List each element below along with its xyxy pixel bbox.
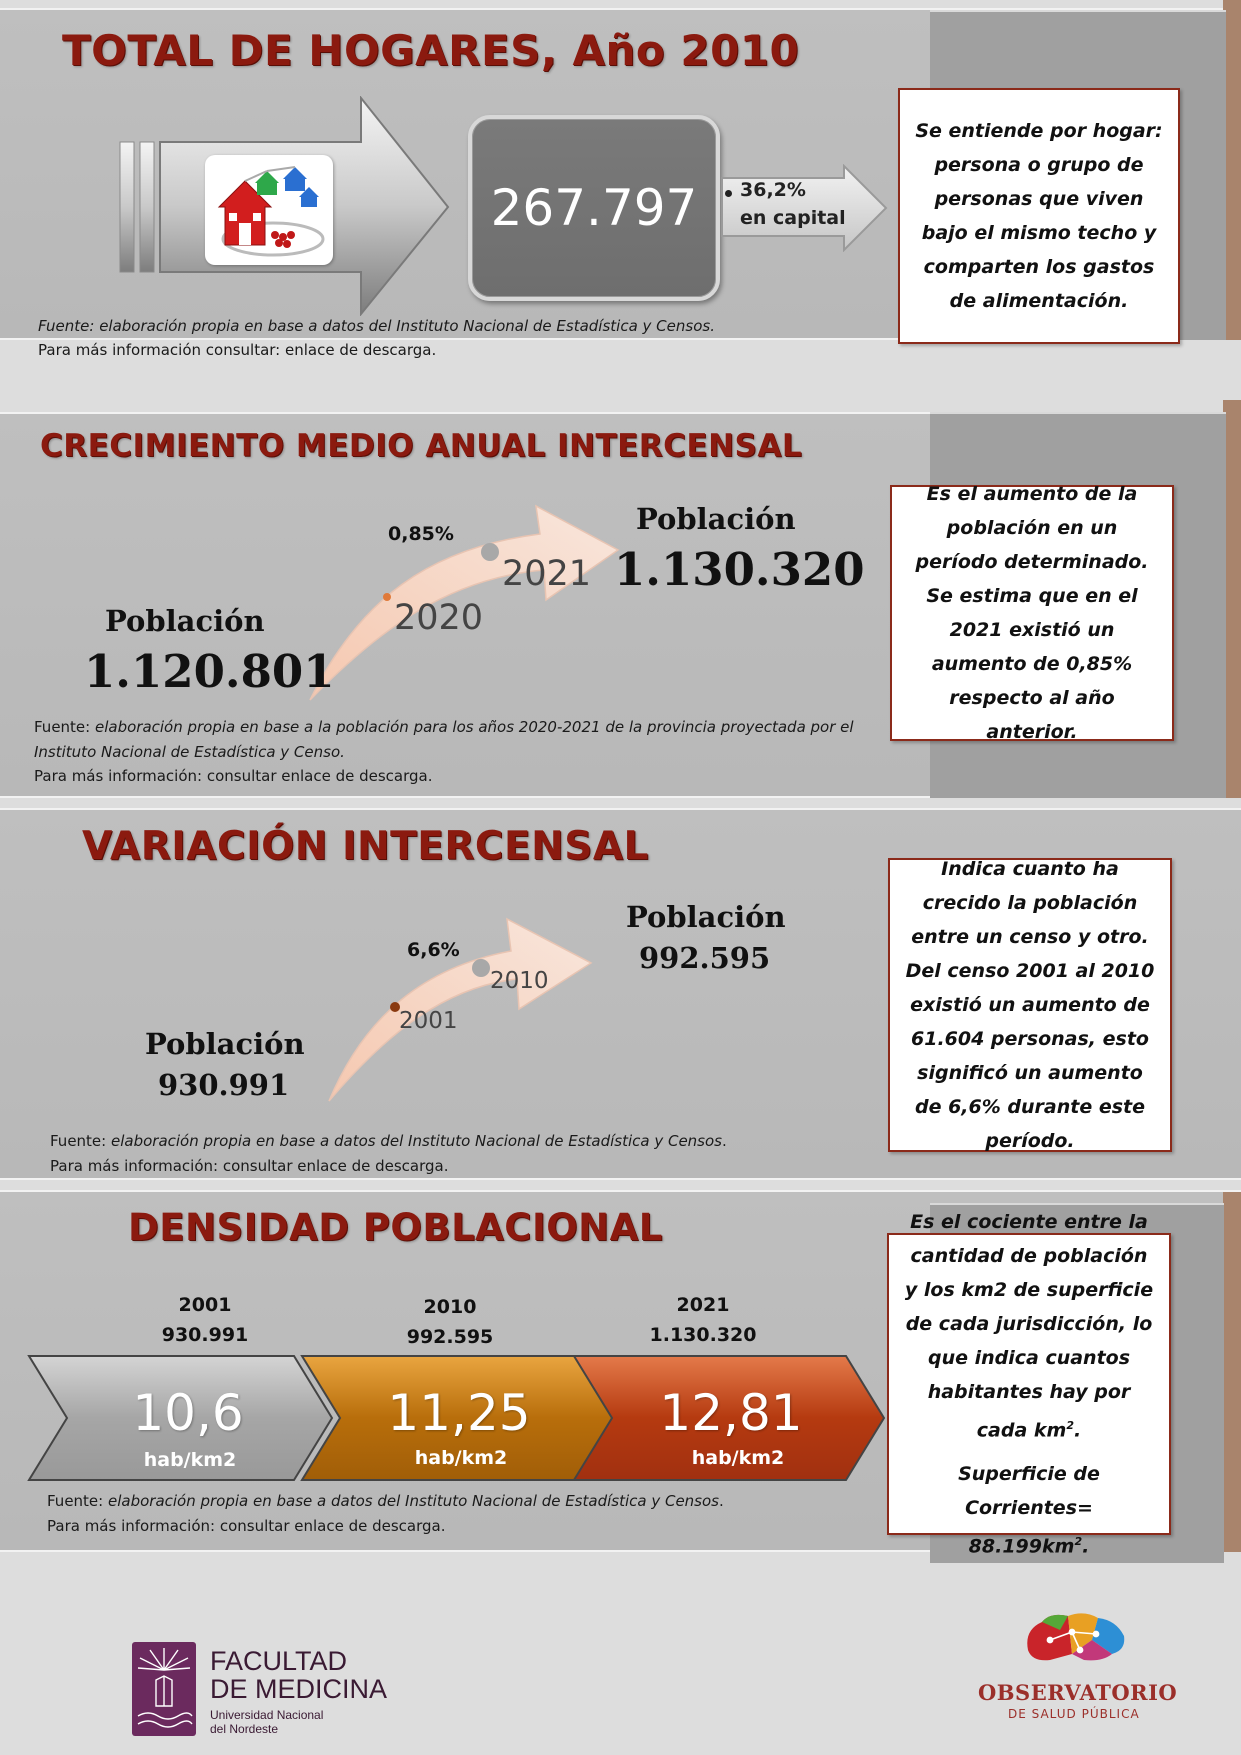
capital-label: en capital bbox=[740, 207, 846, 229]
density-year-header bbox=[105, 1290, 305, 1350]
houses-network-icon bbox=[205, 155, 333, 265]
faculty-crest-icon bbox=[130, 1640, 198, 1738]
source-suffix: . bbox=[719, 1492, 724, 1510]
source-suffix: . bbox=[722, 1132, 727, 1150]
density-year-header bbox=[350, 1292, 550, 1352]
observatorio-name: OBSERVATORIO bbox=[978, 1680, 1178, 1705]
definition-box bbox=[887, 1210, 1171, 1558]
total-hogares-value: 267.797 bbox=[490, 179, 698, 237]
source-prefix: Fuente: bbox=[47, 1492, 108, 1510]
more-info-link[interactable]: Para más información: consultar enlace de descarga. bbox=[34, 767, 433, 785]
more-info-link[interactable]: Para más información: consultar enlace de descarga. bbox=[50, 1157, 449, 1175]
superscript: 2 bbox=[1074, 1535, 1083, 1548]
definition-end: . bbox=[1074, 1419, 1082, 1441]
year-end-label: 2021 bbox=[502, 554, 592, 594]
surface-text bbox=[903, 1457, 1155, 1563]
source-note bbox=[47, 1489, 724, 1514]
density-value: 12,81 bbox=[659, 1384, 803, 1442]
density-value: 11,25 bbox=[387, 1384, 531, 1442]
surface-end: . bbox=[1082, 1535, 1090, 1558]
density-year-header bbox=[603, 1290, 803, 1350]
faculty-name-line: FACULTAD bbox=[210, 1646, 348, 1676]
point-marker bbox=[472, 959, 490, 977]
observatorio-subtitle: DE SALUD PÚBLICA bbox=[1008, 1707, 1140, 1721]
more-info-link[interactable]: Para más información consultar: enlace de descarga. bbox=[38, 341, 437, 359]
density-unit: hab/km2 bbox=[414, 1447, 508, 1469]
density-year: 2010 bbox=[423, 1296, 477, 1318]
source-text: elaboración propia en base a la población para los años 2020-2021 de la provincia proyectada por el Instituto Nacional de Estadística y Censo. bbox=[34, 718, 854, 761]
more-info-link[interactable]: Para más información: consultar enlace de descarga. bbox=[47, 1517, 446, 1535]
source-text: elaboración propia en base a datos del Instituto Nacional de Estadística y Censos bbox=[107, 1492, 719, 1510]
section-title: CRECIMIENTO MEDIO ANUAL INTERCENSAL bbox=[40, 428, 803, 464]
source-note bbox=[34, 715, 889, 765]
source-prefix: Fuente: bbox=[34, 718, 95, 736]
density-value: 10,6 bbox=[132, 1384, 244, 1442]
section-title: DENSIDAD POBLACIONAL bbox=[128, 1206, 663, 1249]
definition-text: Se entiende por hogar: persona o grupo de personas que viven bajo el mismo techo y comparten los gastos de alimentación. bbox=[915, 120, 1163, 312]
population-label: Población bbox=[105, 604, 265, 638]
source-text: Fuente: elaboración propia en base a datos del Instituto Nacional de Estadística y Censos. bbox=[38, 317, 715, 335]
year-start-label: 2001 bbox=[399, 1008, 458, 1034]
density-year: 2001 bbox=[178, 1294, 232, 1316]
density-year: 2021 bbox=[676, 1294, 730, 1316]
section-title: VARIACIÓN INTERCENSAL bbox=[82, 824, 649, 869]
density-population: 930.991 bbox=[161, 1324, 249, 1346]
definition-box bbox=[888, 858, 1172, 1152]
section-title: TOTAL DE HOGARES, Año 2010 bbox=[62, 26, 800, 75]
population-label: Población bbox=[626, 900, 786, 934]
definition-text bbox=[903, 1205, 1155, 1447]
total-hogares-box bbox=[468, 115, 720, 301]
population-end-value: 1.130.320 bbox=[614, 543, 865, 596]
surface-line: Superficie de Corrientes= bbox=[958, 1463, 1100, 1519]
growth-curve-arrow bbox=[325, 905, 595, 1105]
source-note bbox=[38, 314, 715, 339]
surface-value-line bbox=[903, 1525, 1155, 1563]
density-population: 1.130.320 bbox=[649, 1324, 757, 1346]
brain-map-icon bbox=[1020, 1610, 1130, 1666]
definition-text: Indica cuanto ha crecido la población entre un censo y otro. Del censo 2001 al 2010 existió un aumento de 61.604 personas, esto significó un aumento de 6,6% durante este período. bbox=[905, 858, 1155, 1152]
observatorio-logo bbox=[960, 1608, 1180, 1728]
population-start-value: 1.120.801 bbox=[84, 645, 335, 698]
point-marker bbox=[481, 543, 499, 561]
population-label: Población bbox=[636, 502, 796, 536]
density-unit: hab/km2 bbox=[143, 1449, 237, 1471]
definition-text: Es el aumento de la población en un período determinado. Se estima que en el 2021 existió un aumento de 0,85% respecto al año anterior. bbox=[915, 483, 1149, 743]
source-text: elaboración propia en base a datos del Instituto Nacional de Estadística y Censos bbox=[110, 1132, 722, 1150]
year-start-label: 2020 bbox=[394, 598, 484, 638]
point-marker bbox=[383, 593, 391, 601]
university-line: Universidad Nacional bbox=[210, 1708, 324, 1722]
definition-body: Es el cociente entre la cantidad de población y los km2 de superficie de cada jurisdicción, lo que indica cuantos habitantes hay por cada km bbox=[904, 1210, 1154, 1441]
surface-value: 88.199km bbox=[968, 1535, 1075, 1558]
year-end-label: 2010 bbox=[490, 968, 549, 994]
rate-label: 6,6% bbox=[407, 939, 460, 961]
density-unit: hab/km2 bbox=[691, 1447, 785, 1469]
density-population: 992.595 bbox=[406, 1326, 494, 1348]
source-note bbox=[50, 1129, 727, 1154]
capital-pct: 36,2% bbox=[740, 179, 806, 201]
definition-box bbox=[890, 485, 1174, 741]
university-line: del Nordeste bbox=[210, 1722, 279, 1736]
superscript: 2 bbox=[1066, 1418, 1074, 1432]
faculty-name-line: DE MEDICINA bbox=[210, 1674, 388, 1704]
faculty-logo bbox=[130, 1640, 390, 1740]
population-start-value: 930.991 bbox=[158, 1068, 290, 1102]
rate-label: 0,85% bbox=[388, 523, 454, 545]
definition-box bbox=[898, 88, 1180, 344]
population-end-value: 992.595 bbox=[639, 941, 771, 975]
source-prefix: Fuente: bbox=[50, 1132, 111, 1150]
capital-bullet bbox=[725, 190, 732, 197]
population-label: Población bbox=[145, 1027, 305, 1061]
side-accent bbox=[1223, 1192, 1241, 1552]
